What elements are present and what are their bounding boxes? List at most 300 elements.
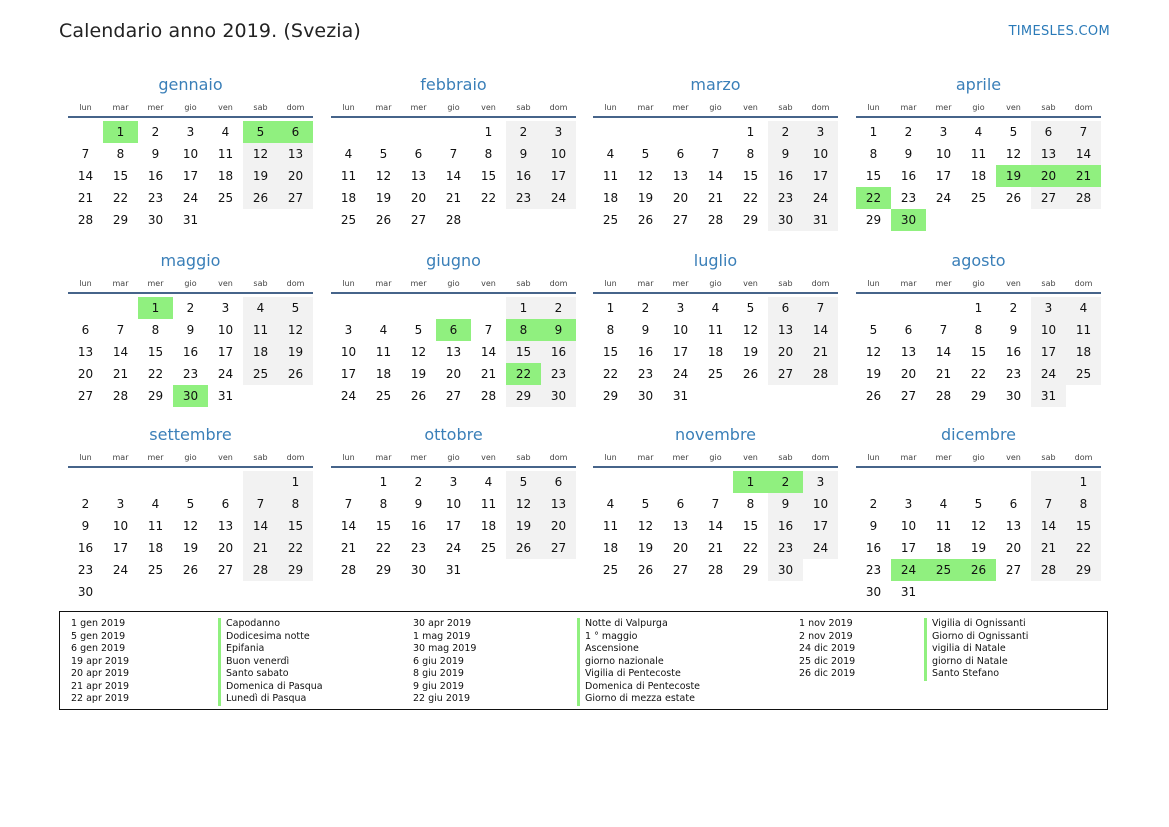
day-cell: 6 xyxy=(768,297,803,319)
day-cell: 19 xyxy=(637,191,654,205)
day-cell: 5 xyxy=(746,301,755,315)
month-febbraio xyxy=(331,74,576,231)
holiday-day-cell: 6 xyxy=(436,319,471,341)
day-cell: 10 xyxy=(445,497,462,511)
day-cell: 26 xyxy=(506,537,541,559)
day-cell: 26 xyxy=(742,367,759,381)
day-cell: 19 xyxy=(637,541,654,555)
weekday-label: dom xyxy=(811,103,830,112)
day-cell: 4 xyxy=(484,475,493,489)
day-cell: 29 xyxy=(278,559,313,581)
day-cell: 17 xyxy=(217,345,234,359)
legend-holiday-name: Vigilia di Pentecoste xyxy=(577,668,700,681)
day-cell: 15 xyxy=(865,169,882,183)
holiday-day-cell: 25 xyxy=(926,559,961,581)
day-cell: 16 xyxy=(147,169,164,183)
day-cell: 7 xyxy=(939,323,948,337)
day-cell: 22 xyxy=(1066,537,1101,559)
day-cell: 27 xyxy=(77,389,94,403)
day-cell: 27 xyxy=(217,563,234,577)
day-cell: 18 xyxy=(1066,341,1101,363)
day-cell: 4 xyxy=(711,301,720,315)
day-cell: 25 xyxy=(375,389,392,403)
day-cell: 22 xyxy=(375,541,392,555)
day-grid xyxy=(593,297,838,407)
weekday-label: mar xyxy=(375,103,392,112)
empty-cell xyxy=(103,297,138,319)
day-cell: 26 xyxy=(375,213,392,227)
day-cell: 15 xyxy=(1066,515,1101,537)
day-cell: 7 xyxy=(803,297,838,319)
day-cell: 3 xyxy=(676,301,685,315)
empty-cell xyxy=(663,471,698,493)
weekday-label: sab xyxy=(1041,103,1056,112)
day-cell: 18 xyxy=(217,169,234,183)
day-cell: 31 xyxy=(182,213,199,227)
legend-holiday-date: 1 nov 2019 xyxy=(799,618,853,629)
day-cell: 26 xyxy=(865,389,882,403)
day-cell: 4 xyxy=(606,147,615,161)
day-cell: 10 xyxy=(340,345,357,359)
day-cell: 6 xyxy=(414,147,423,161)
weekday-label: ven xyxy=(481,279,496,288)
day-cell: 25 xyxy=(217,191,234,205)
weekday-label: lun xyxy=(342,279,355,288)
day-cell: 14 xyxy=(707,169,724,183)
weekday-label: mer xyxy=(672,453,689,462)
weekday-label: mer xyxy=(935,453,952,462)
day-cell: 17 xyxy=(182,169,199,183)
day-cell: 31 xyxy=(445,563,462,577)
day-cell: 13 xyxy=(445,345,462,359)
weekday-label: gio xyxy=(184,453,197,462)
legend-holiday-name: Capodanno xyxy=(218,618,323,631)
legend-holiday-date: 6 gen 2019 xyxy=(71,643,126,654)
day-cell: 30 xyxy=(77,585,94,599)
day-cell: 28 xyxy=(935,389,952,403)
weekday-label: sab xyxy=(253,103,268,112)
day-cell: 28 xyxy=(112,389,129,403)
day-cell: 24 xyxy=(340,389,357,403)
weekday-label: lun xyxy=(79,103,92,112)
day-cell: 20 xyxy=(672,191,689,205)
month-name: luglio xyxy=(693,251,738,270)
weekday-label: dom xyxy=(549,103,568,112)
holiday-legend xyxy=(59,611,1108,710)
day-cell: 5 xyxy=(379,147,388,161)
day-cell: 24 xyxy=(803,537,838,559)
day-cell: 4 xyxy=(1066,297,1101,319)
day-cell: 13 xyxy=(672,169,689,183)
day-cell: 28 xyxy=(803,363,838,385)
month-name: settembre xyxy=(149,425,232,444)
weekday-label: dom xyxy=(1074,453,1093,462)
day-cell: 27 xyxy=(1031,187,1066,209)
day-cell: 21 xyxy=(243,537,278,559)
day-cell: 29 xyxy=(112,213,129,227)
day-cell: 30 xyxy=(637,389,654,403)
day-cell: 21 xyxy=(445,191,462,205)
month-name: febbraio xyxy=(420,75,487,94)
day-cell: 8 xyxy=(746,497,755,511)
month-maggio xyxy=(68,250,313,407)
day-cell: 10 xyxy=(182,147,199,161)
weekday-label: gio xyxy=(709,103,722,112)
day-cell: 2 xyxy=(151,125,160,139)
day-cell: 7 xyxy=(711,147,720,161)
day-cell: 20 xyxy=(541,515,576,537)
day-cell: 11 xyxy=(480,497,497,511)
day-cell: 10 xyxy=(217,323,234,337)
day-cell: 2 xyxy=(641,301,650,315)
day-cell: 21 xyxy=(480,367,497,381)
weekday-label: dom xyxy=(1074,279,1093,288)
day-cell: 20 xyxy=(900,367,917,381)
legend-names-col-1 xyxy=(218,618,323,706)
empty-cell xyxy=(401,297,436,319)
month-name: giugno xyxy=(426,251,481,270)
empty-cell xyxy=(593,471,628,493)
day-cell: 30 xyxy=(410,563,427,577)
day-cell: 10 xyxy=(112,519,129,533)
holiday-day-cell: 22 xyxy=(506,363,541,385)
empty-cell xyxy=(68,121,103,143)
day-cell: 28 xyxy=(707,563,724,577)
empty-cell xyxy=(926,297,961,319)
day-cell: 15 xyxy=(742,169,759,183)
empty-cell xyxy=(628,121,663,143)
day-cell: 28 xyxy=(77,213,94,227)
weekday-label: mar xyxy=(900,453,917,462)
legend-holiday-name: Epifania xyxy=(218,643,323,656)
day-cell: 13 xyxy=(672,519,689,533)
weekday-label: ven xyxy=(743,453,758,462)
day-cell: 19 xyxy=(375,191,392,205)
weekday-label: gio xyxy=(972,103,985,112)
weekday-label: mar xyxy=(637,279,654,288)
weekday-label: gio xyxy=(447,279,460,288)
day-cell: 12 xyxy=(742,323,759,337)
legend-dates-col-1 xyxy=(71,618,129,706)
day-cell: 24 xyxy=(1031,363,1066,385)
day-cell: 7 xyxy=(243,493,278,515)
day-cell: 10 xyxy=(1031,319,1066,341)
empty-cell xyxy=(436,121,471,143)
day-cell: 21 xyxy=(1031,537,1066,559)
day-cell: 19 xyxy=(865,367,882,381)
weekday-header xyxy=(331,100,576,118)
empty-cell xyxy=(593,121,628,143)
day-cell: 9 xyxy=(904,147,913,161)
empty-cell xyxy=(698,121,733,143)
day-cell: 11 xyxy=(602,519,619,533)
day-cell: 21 xyxy=(77,191,94,205)
day-cell: 9 xyxy=(81,519,90,533)
month-name: dicembre xyxy=(940,425,1017,444)
day-cell: 14 xyxy=(112,345,129,359)
holiday-day-cell: 20 xyxy=(1031,165,1066,187)
weekday-label: lun xyxy=(604,453,617,462)
weekday-label: mer xyxy=(147,453,164,462)
month-name: marzo xyxy=(690,75,741,94)
weekday-header xyxy=(856,276,1101,294)
weekday-label: sab xyxy=(1041,453,1056,462)
empty-cell xyxy=(243,471,278,493)
day-cell: 11 xyxy=(147,519,164,533)
weekday-label: gio xyxy=(184,103,197,112)
legend-holiday-date: 2 nov 2019 xyxy=(799,630,853,642)
weekday-label: mer xyxy=(410,453,427,462)
legend-holiday-name: Lunedì di Pasqua xyxy=(218,693,323,706)
holiday-day-cell: 5 xyxy=(243,121,278,143)
weekday-label: gio xyxy=(447,453,460,462)
day-cell: 3 xyxy=(221,301,230,315)
legend-holiday-date: 22 apr 2019 xyxy=(71,693,130,704)
day-cell: 23 xyxy=(865,563,882,577)
day-cell: 15 xyxy=(147,345,164,359)
day-cell: 23 xyxy=(77,563,94,577)
site-link[interactable]: TIMESLES.COM xyxy=(1008,24,1110,39)
weekday-label: dom xyxy=(286,279,305,288)
day-cell: 11 xyxy=(217,147,234,161)
legend-holiday-date: 5 gen 2019 xyxy=(71,630,126,642)
day-cell: 5 xyxy=(278,297,313,319)
day-cell: 19 xyxy=(278,341,313,363)
weekday-label: sab xyxy=(516,453,531,462)
day-cell: 19 xyxy=(506,515,541,537)
day-cell: 28 xyxy=(1066,187,1101,209)
day-cell: 7 xyxy=(1031,493,1066,515)
day-cell: 24 xyxy=(935,191,952,205)
day-grid xyxy=(331,471,576,581)
day-cell: 2 xyxy=(541,297,576,319)
day-cell: 19 xyxy=(970,541,987,555)
day-cell: 3 xyxy=(939,125,948,139)
day-cell: 4 xyxy=(379,323,388,337)
day-cell: 7 xyxy=(344,497,353,511)
day-cell: 9 xyxy=(151,147,160,161)
day-cell: 12 xyxy=(637,519,654,533)
day-cell: 20 xyxy=(445,367,462,381)
day-cell: 6 xyxy=(676,147,685,161)
weekday-label: mer xyxy=(935,279,952,288)
day-cell: 29 xyxy=(506,385,541,407)
weekday-label: lun xyxy=(79,453,92,462)
empty-cell xyxy=(1031,471,1066,493)
weekday-header xyxy=(593,450,838,468)
day-cell: 14 xyxy=(77,169,94,183)
day-cell: 27 xyxy=(672,563,689,577)
day-cell: 6 xyxy=(904,323,913,337)
day-cell: 5 xyxy=(641,497,650,511)
weekday-label: sab xyxy=(778,279,793,288)
empty-cell xyxy=(103,471,138,493)
day-cell: 9 xyxy=(186,323,195,337)
day-cell: 2 xyxy=(1009,301,1018,315)
legend-holiday-date: 20 apr 2019 xyxy=(71,668,130,679)
legend-holiday-name: Domenica di Pentecoste xyxy=(577,681,700,694)
day-cell: 3 xyxy=(344,323,353,337)
day-cell: 18 xyxy=(935,541,952,555)
day-cell: 1 xyxy=(974,301,983,315)
weekday-header xyxy=(593,100,838,118)
day-cell: 27 xyxy=(672,213,689,227)
day-cell: 14 xyxy=(803,319,838,341)
legend-holiday-name: Dodicesima notte xyxy=(218,631,323,644)
day-cell: 5 xyxy=(186,497,195,511)
day-cell: 3 xyxy=(541,121,576,143)
day-cell: 2 xyxy=(186,301,195,315)
day-cell: 16 xyxy=(410,519,427,533)
day-cell: 23 xyxy=(900,191,917,205)
day-cell: 31 xyxy=(803,209,838,231)
weekday-label: mer xyxy=(672,279,689,288)
empty-cell xyxy=(628,471,663,493)
day-cell: 8 xyxy=(1066,493,1101,515)
day-cell: 30 xyxy=(1005,389,1022,403)
weekday-label: dom xyxy=(286,453,305,462)
day-cell: 23 xyxy=(768,187,803,209)
empty-cell xyxy=(401,121,436,143)
day-cell: 11 xyxy=(243,319,278,341)
day-cell: 3 xyxy=(186,125,195,139)
day-cell: 24 xyxy=(217,367,234,381)
day-cell: 14 xyxy=(445,169,462,183)
empty-cell xyxy=(208,471,243,493)
day-cell: 26 xyxy=(637,213,654,227)
legend-holiday-name: Santo sabato xyxy=(218,668,323,681)
month-ottobre xyxy=(331,424,576,581)
legend-holiday-date: 1 mag 2019 xyxy=(413,630,471,642)
weekday-label: lun xyxy=(604,279,617,288)
day-cell: 14 xyxy=(340,519,357,533)
month-luglio xyxy=(593,250,838,407)
day-cell: 27 xyxy=(445,389,462,403)
day-cell: 29 xyxy=(970,389,987,403)
day-cell: 23 xyxy=(506,187,541,209)
weekday-label: dom xyxy=(549,279,568,288)
empty-cell xyxy=(366,121,401,143)
day-cell: 1 xyxy=(278,471,313,493)
empty-cell xyxy=(331,297,366,319)
day-cell: 23 xyxy=(147,191,164,205)
day-cell: 27 xyxy=(541,537,576,559)
weekday-label: ven xyxy=(743,103,758,112)
weekday-label: ven xyxy=(218,453,233,462)
weekday-label: sab xyxy=(778,453,793,462)
month-name: agosto xyxy=(951,251,1006,270)
day-cell: 13 xyxy=(278,143,313,165)
day-cell: 28 xyxy=(707,213,724,227)
day-cell: 30 xyxy=(768,559,803,581)
day-cell: 5 xyxy=(506,471,541,493)
day-cell: 29 xyxy=(742,213,759,227)
day-cell: 30 xyxy=(768,209,803,231)
day-cell: 7 xyxy=(1066,121,1101,143)
day-cell: 24 xyxy=(803,187,838,209)
day-grid xyxy=(331,297,576,407)
day-cell: 12 xyxy=(970,519,987,533)
day-cell: 23 xyxy=(768,537,803,559)
day-grid xyxy=(856,297,1101,407)
day-cell: 29 xyxy=(375,563,392,577)
empty-cell xyxy=(926,471,961,493)
day-cell: 22 xyxy=(602,367,619,381)
weekday-label: sab xyxy=(253,279,268,288)
weekday-label: gio xyxy=(972,453,985,462)
legend-holiday-date: 22 giu 2019 xyxy=(413,693,470,704)
day-cell: 21 xyxy=(935,367,952,381)
day-cell: 1 xyxy=(484,125,493,139)
weekday-header xyxy=(68,100,313,118)
day-cell: 16 xyxy=(865,541,882,555)
day-cell: 15 xyxy=(970,345,987,359)
day-cell: 26 xyxy=(410,389,427,403)
day-cell: 20 xyxy=(768,341,803,363)
legend-holiday-name: 1 ° maggio xyxy=(577,631,700,644)
day-cell: 28 xyxy=(480,389,497,403)
day-cell: 20 xyxy=(217,541,234,555)
day-cell: 16 xyxy=(1005,345,1022,359)
day-cell: 18 xyxy=(970,169,987,183)
day-grid xyxy=(593,471,838,581)
day-cell: 1 xyxy=(606,301,615,315)
month-aprile xyxy=(856,74,1101,231)
day-cell: 11 xyxy=(375,345,392,359)
legend-holiday-date: 26 dic 2019 xyxy=(799,668,856,679)
day-cell: 15 xyxy=(112,169,129,183)
day-cell: 1 xyxy=(379,475,388,489)
day-cell: 22 xyxy=(278,537,313,559)
day-cell: 18 xyxy=(243,341,278,363)
day-cell: 8 xyxy=(869,147,878,161)
day-cell: 1 xyxy=(1066,471,1101,493)
day-cell: 25 xyxy=(602,563,619,577)
day-cell: 11 xyxy=(935,519,952,533)
day-cell: 7 xyxy=(81,147,90,161)
day-cell: 12 xyxy=(410,345,427,359)
day-cell: 9 xyxy=(1009,323,1018,337)
day-cell: 27 xyxy=(410,213,427,227)
day-cell: 7 xyxy=(711,497,720,511)
weekday-label: ven xyxy=(481,453,496,462)
day-cell: 8 xyxy=(484,147,493,161)
weekday-label: mar xyxy=(375,453,392,462)
day-grid xyxy=(68,471,313,603)
weekday-label: lun xyxy=(79,279,92,288)
day-cell: 9 xyxy=(768,143,803,165)
weekday-label: dom xyxy=(286,103,305,112)
day-cell: 18 xyxy=(707,345,724,359)
day-cell: 28 xyxy=(1031,559,1066,581)
weekday-label: dom xyxy=(811,453,830,462)
weekday-label: sab xyxy=(253,453,268,462)
day-cell: 18 xyxy=(602,541,619,555)
day-cell: 13 xyxy=(900,345,917,359)
day-cell: 27 xyxy=(768,363,803,385)
holiday-day-cell: 1 xyxy=(138,297,173,319)
day-cell: 18 xyxy=(340,191,357,205)
weekday-label: mer xyxy=(410,103,427,112)
month-settembre xyxy=(68,424,313,603)
day-cell: 8 xyxy=(116,147,125,161)
day-cell: 4 xyxy=(243,297,278,319)
day-cell: 11 xyxy=(340,169,357,183)
weekday-label: mar xyxy=(637,103,654,112)
day-cell: 6 xyxy=(541,471,576,493)
weekday-label: mer xyxy=(672,103,689,112)
day-cell: 15 xyxy=(742,519,759,533)
